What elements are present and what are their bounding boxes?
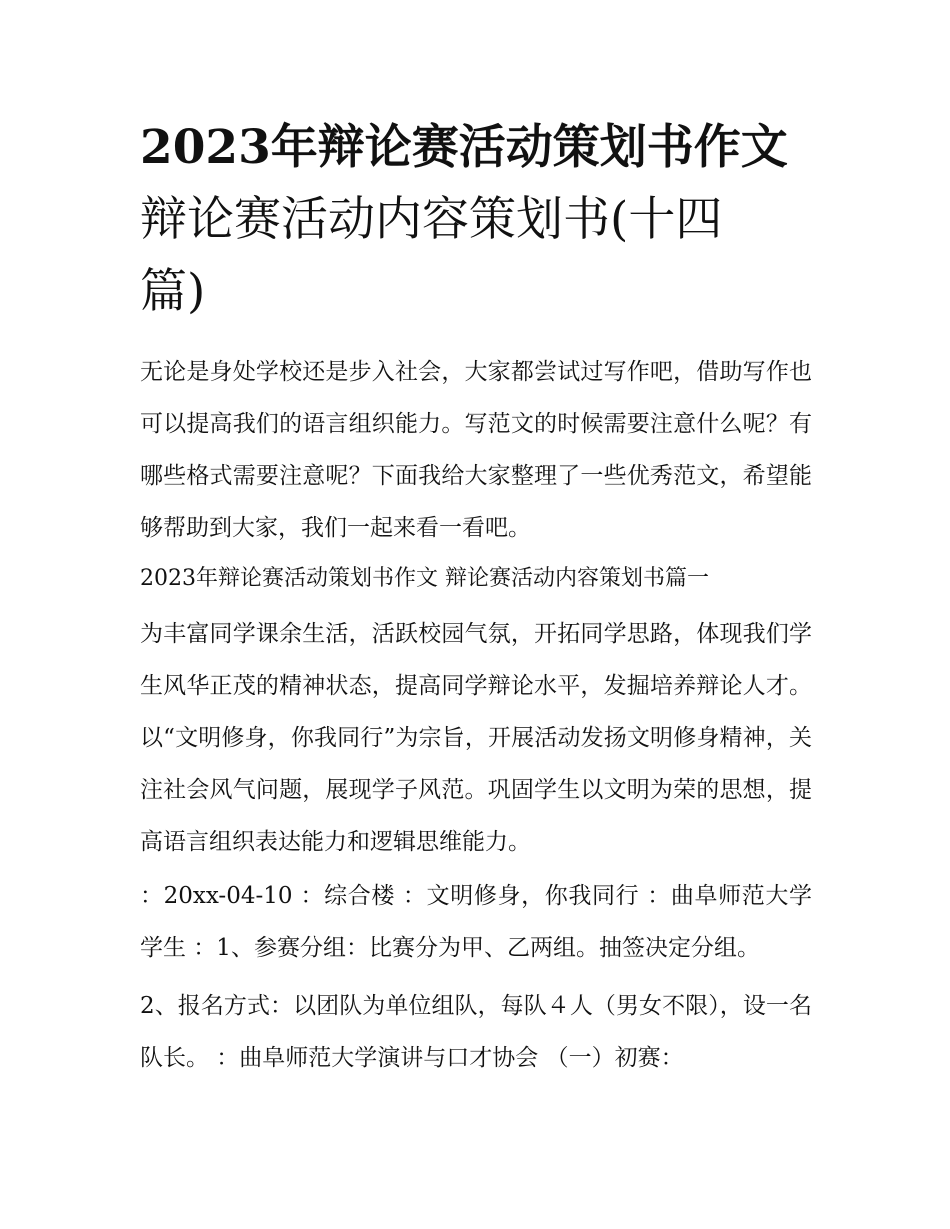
title-line-3: 篇) bbox=[140, 264, 206, 319]
details-paragraph: ：20xx-04-10 ：综合楼 ：文明修身，你我同行 ：曲阜师范大学学生 ：1、参赛分组：比赛分为甲、乙两组。抽签决定分组。 bbox=[140, 883, 812, 961]
registration-paragraph: 2、报名方式：以团队为单位组队，每队４人（男女不限），设一名队长。 ：曲阜师范大学演讲与口才协会 （一）初赛： bbox=[140, 993, 812, 1071]
title-line-2: 辩论赛活动内容策划书(十四 bbox=[140, 192, 723, 247]
title-line-1: 2023年辩论赛活动策划书作文 bbox=[140, 120, 788, 175]
document-page bbox=[140, 112, 812, 1084]
purpose-paragraph: 为丰富同学课余生活，活跃校园气氛，开拓同学思路，体现我们学生风华正茂的精神状态，提高同学辩论水平，发掘培养辩论人才。以“文明修身，你我同行”为宗旨，开展活动发扬文明修身精神，关注社会风气问题，展现学子风范。巩固学生以文明为荣的思想，提高语言组织表达能力和逻辑思维能力。 bbox=[140, 621, 812, 855]
section-heading: 2023年辩论赛活动策划书作文 辩论赛活动内容策划书篇一 bbox=[140, 566, 709, 591]
intro-paragraph: 无论是身处学校还是步入社会，大家都尝试过写作吧，借助写作也可以提高我们的语言组织能力。写范文的时候需要注意什么呢？有哪些格式需要注意呢？下面我给大家整理了一些优秀范文，希望能够帮助到大家，我们一起来看一看吧。 bbox=[140, 359, 812, 541]
document-title bbox=[140, 112, 812, 328]
